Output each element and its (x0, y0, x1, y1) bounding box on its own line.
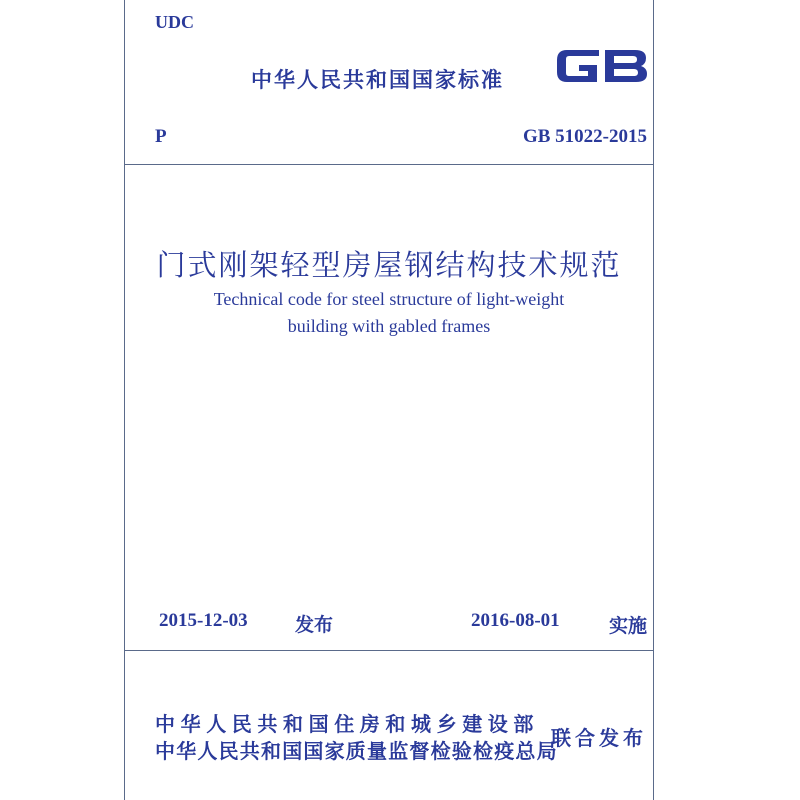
joint-issue-label: 联合发布 (551, 726, 647, 750)
issuer-quality-inspection: 中华人民共和国国家质量监督检验检疫总局 (155, 739, 558, 763)
standard-type-title: 中华人民共和国国家标准 (251, 68, 504, 92)
title-english-line1: Technical code for steel structure of light-weight (213, 289, 565, 309)
issue-label: 发布 (295, 614, 334, 636)
footer-divider (125, 650, 653, 651)
title-english-line2: building with gabled frames (287, 316, 491, 336)
udc-label: UDC (155, 12, 194, 32)
classification-code: P (155, 126, 167, 147)
issuer-ministry-housing: 中华人民共和国住房和城乡建设部 (155, 712, 539, 736)
implement-date: 2016-08-01 (471, 610, 560, 631)
gb-logo (553, 40, 651, 92)
implement-label: 实施 (609, 615, 648, 637)
title-chinese: 门式刚架轻型房屋钢结构技术规范 (156, 248, 622, 282)
header-divider (125, 164, 653, 165)
standard-cover (124, 0, 654, 800)
issue-date: 2015-12-03 (159, 610, 248, 631)
standard-number: GB 51022-2015 (522, 126, 647, 147)
